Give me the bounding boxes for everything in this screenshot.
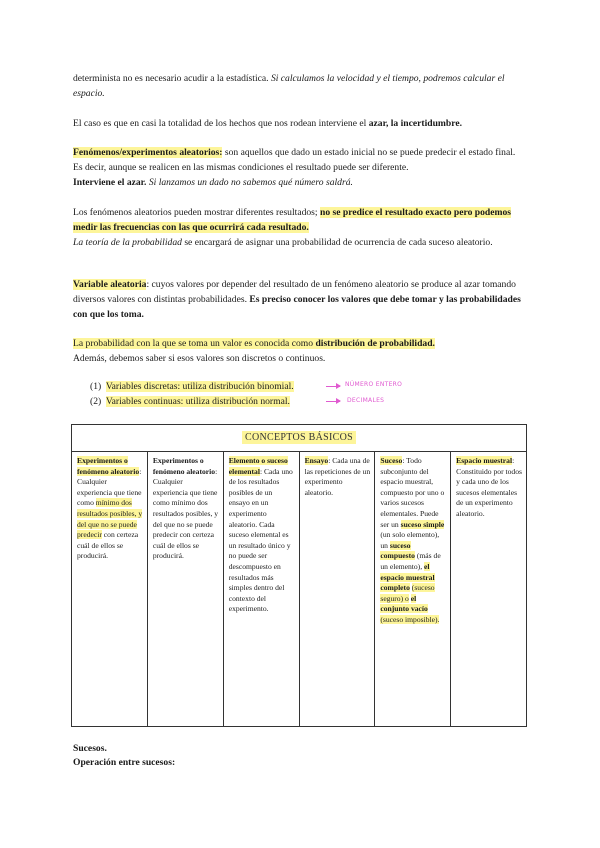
text: La probabilidad con la que se toma un valor es conocida como [73,338,314,349]
cell-bold: suceso simple [400,519,445,529]
cell-text: : Cada uno de los resultados posibles de un ensayo en un experimento aleatorio. Cada suceso elemental es un resultado único y no puede ser descompuesto en resultados más simples dentro del contexto del experimento. [228,466,293,614]
cell-term: Experimentos o fenómeno aleatorio [77,456,140,476]
italic-teoria: La teoría de la probabilidad [73,237,182,248]
list-number: (1) [90,381,102,392]
definition: : cuyos valores por depender del resultado de un fenómeno aleatorio se produce al azar tomando diversos valores con distintas probabilidades. [73,279,516,305]
paragraph-distribucion [73,336,525,366]
text2: se encargará de asignar una probabilidad de ocurrencia de cada suceso aleatorio. [184,237,493,248]
table-title [72,425,527,452]
cell-text: : Cada una de las repeticiones de un experimento aleatorio. [304,456,371,497]
italic-example: Si calculamos la velocidad y el tiempo, podremos calcular el espacio. [73,73,505,99]
cell-text: : Constituido por todos y cada uno de los sucesos elementales de un experimento aleatorio. [456,456,522,518]
list-text: Variables continuas: utiliza distribución normal. [105,396,290,407]
text2: Además, debemos saber si esos valores son discretos o continuos. [73,353,326,364]
cell-bold: suceso compuesto [380,540,415,561]
list-text: Variables discretas: utiliza distribución binomial. [105,381,294,392]
term-variable-aleatoria: Variable aleatoria [73,279,147,290]
bold-frecuencias: no se predice el resultado exacto pero podemos medir las frecuencias con las que ocurrirá cada resultado. [73,207,512,233]
bold-conocer-valores: Es preciso conocer los valores que debe tomar y las probabilidades con que los toma. [73,294,521,320]
table-title-text: CONCEPTOS BÁSICOS [242,431,356,444]
bold-interviene: Interviene el azar. [73,177,147,188]
arrow-icon [326,386,340,387]
handwritten-note: NÚMERO ENTERO [345,381,403,388]
cell-experimentos-2 [147,452,223,727]
cell-term: Suceso [380,456,403,465]
cell-term: Elemento o suceso elemental [228,456,288,476]
cell-elemento [223,452,299,727]
italic-example: Si lanzamos un dado no sabemos qué número saldrá. [148,177,353,188]
text: Los fenómenos aleatorios pueden mostrar diferentes resultados; [73,207,318,218]
cell-text: : Todo subconjunto del espacio muestral, compuesto por uno o varios sucesos elementales. Puede ser un [380,456,445,529]
bold-azar: azar, la incertidumbre. [368,118,462,129]
text: El caso es que en casi la totalidad de los hechos que nos rodean interviene el [73,118,367,129]
cell-text: (un solo elemento), un [380,530,440,550]
cell-bold: el conjunto vacío [380,593,428,614]
cell-suceso [375,452,451,727]
paragraph-variable-aleatoria [73,277,525,322]
cell-term: Espacio muestral [456,456,513,465]
list-item [90,379,294,394]
paragraph-determinista [73,71,525,101]
cell-term: Experimentos o fenómeno aleatorio [152,456,216,476]
cell-ensayo [299,452,375,727]
cell-espacio-muestral [451,452,527,727]
definition: son aquellos que dado un estado inicial no se puede predecir el estado final. Es decir, aunque se realicen en las mismas condiciones el resultado puede ser diferente. [73,147,516,173]
cell-text: : Cualquier experiencia que tiene como mínimo dos resultados posibles, y del que no se puede predecir con certeza cuál de ellos se producirá. [152,466,219,561]
arrow-icon [326,401,340,402]
cell-text: : Cualquier experiencia que tiene como [77,466,142,508]
cell-bold: el espacio muestral completo [380,561,435,593]
cell-text: con certeza cuál de ellos se producirá. [77,530,139,561]
list-number: (2) [90,396,102,407]
list-item [90,394,290,409]
cell-text: (suceso seguro) o [380,583,435,603]
cell-text: (suceso imposible). [380,614,440,624]
conceptos-basicos-table [71,424,527,727]
term-fenomenos: Fenómenos/experimentos aleatorios: [73,147,223,158]
cell-highlight: mínimo dos resultados posibles, y del que no se puede predecir [77,498,143,540]
heading-sucesos: Sucesos. [73,743,107,754]
cell-text: (más de un elemento), [380,551,441,571]
cell-experimentos [72,452,148,727]
heading-operacion: Operación entre sucesos: [73,757,176,768]
paragraph-resultados [73,205,525,250]
handwritten-note: DECIMALES [347,397,385,404]
bold-distribucion: distribución de probabilidad. [315,338,435,349]
cell-term: Ensayo [304,456,329,465]
paragraph-azar [73,116,525,131]
text: determinista no es necesario acudir a la estadística. [73,73,269,84]
paragraph-fenomenos-aleatorios [73,145,525,190]
